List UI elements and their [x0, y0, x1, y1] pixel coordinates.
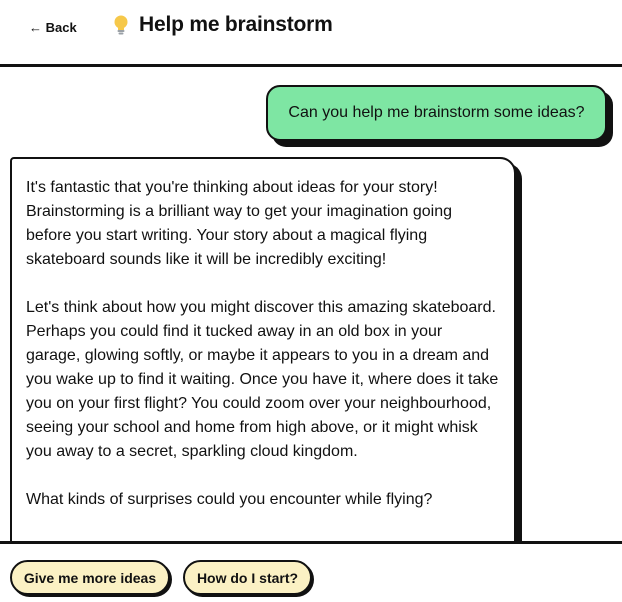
assistant-paragraph: What kinds of surprises could you encounter while flying?	[26, 491, 433, 508]
suggestion-bar	[0, 544, 622, 602]
assistant-paragraph: It's fantastic that you're thinking about ideas for your story! Brainstorming is a brilliant way to get your imagination going before you start writing. Your story about a magical flying skateboard sounds like it will be incredibly exciting!	[26, 179, 452, 268]
page-title: Help me brainstorm	[139, 13, 333, 36]
chat-area[interactable]	[0, 67, 622, 541]
suggestion-give-more-ideas[interactable]: Give me more ideas	[10, 560, 170, 595]
suggestion-how-do-i-start[interactable]: How do I start?	[183, 560, 312, 595]
back-button[interactable]: ← Back	[29, 17, 77, 37]
header	[0, 0, 622, 64]
assistant-message	[10, 157, 516, 541]
user-message: Can you help me brainstorm some ideas?	[266, 85, 607, 141]
lightbulb-icon	[113, 14, 129, 36]
assistant-paragraph: Let's think about how you might discover this amazing skateboard. Perhaps you could find it tucked away in an old box in your garage, glowing softly, or maybe it appears to you in a dream and you wake up to find it waiting. Once you have it, where does it take you on your first flight? You could zoom over your neighbourhood, seeing your school and home from high above, or it might whisk you away to a secret, sparkling cloud kingdom.	[26, 299, 499, 460]
